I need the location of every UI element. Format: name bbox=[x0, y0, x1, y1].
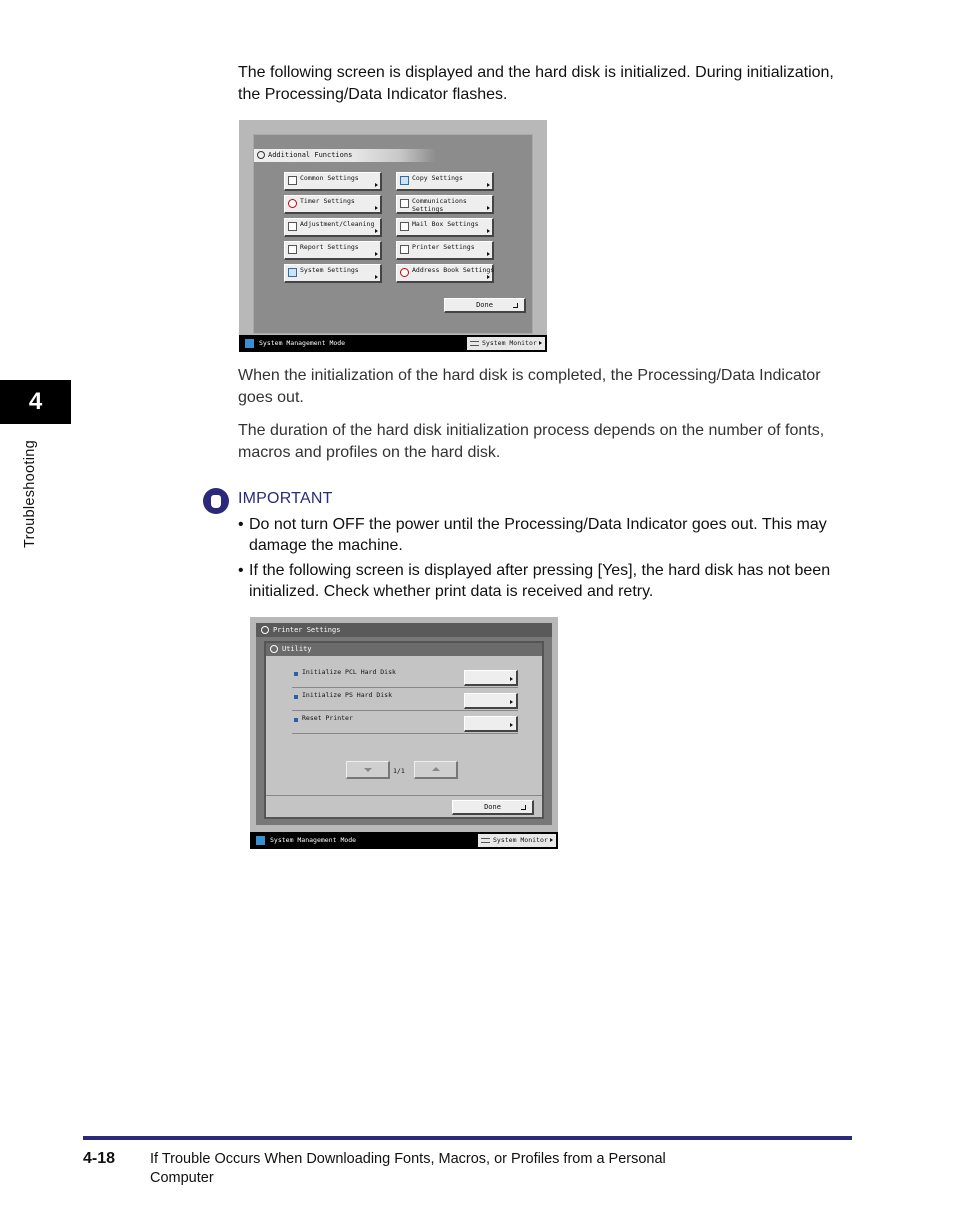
system-monitor-button[interactable]: System Monitor bbox=[478, 834, 556, 847]
page-indicator: 1/1 bbox=[393, 767, 405, 775]
bullet-icon bbox=[294, 695, 298, 699]
adjustment-cleaning-button[interactable]: Adjustment/Cleaning bbox=[284, 218, 382, 237]
list-item: Initialize PCL Hard Disk bbox=[292, 665, 518, 688]
document-icon bbox=[288, 176, 297, 185]
system-monitor-button[interactable]: System Monitor bbox=[467, 337, 545, 350]
copy-icon bbox=[400, 176, 409, 185]
utility-icon bbox=[270, 645, 278, 653]
done-button[interactable]: Done bbox=[444, 298, 526, 313]
footer-rule bbox=[83, 1136, 852, 1140]
printer-settings-icon bbox=[261, 626, 269, 634]
chevron-up-icon bbox=[432, 767, 440, 771]
screen-title-bar: Printer Settings bbox=[256, 623, 552, 637]
list-item: Reset Printer bbox=[292, 711, 518, 734]
chevron-down-icon bbox=[364, 768, 372, 772]
initialize-pcl-hard-disk-button[interactable] bbox=[464, 670, 518, 686]
bullet-icon bbox=[294, 718, 298, 722]
send-icon bbox=[400, 199, 409, 208]
report-settings-button[interactable]: Report Settings bbox=[284, 241, 382, 260]
chapter-label: Troubleshooting bbox=[22, 440, 38, 548]
important-title: IMPORTANT bbox=[238, 490, 333, 507]
page-up-button[interactable] bbox=[414, 761, 458, 779]
printer-icon bbox=[400, 245, 409, 254]
status-text: System Management Mode bbox=[259, 339, 346, 347]
timer-settings-button[interactable]: Timer Settings bbox=[284, 195, 382, 214]
duration-paragraph: The duration of the hard disk initialization process depends on the number of fonts, macros and profiles on the hard disk. bbox=[238, 422, 825, 461]
completion-paragraph: When the initialization of the hard disk is completed, the Processing/Data Indicator goes out. bbox=[238, 367, 821, 406]
reset-printer-button[interactable] bbox=[464, 716, 518, 732]
adjust-icon bbox=[288, 222, 297, 231]
common-settings-button[interactable]: Common Settings bbox=[284, 172, 382, 191]
copy-settings-button[interactable]: Copy Settings bbox=[396, 172, 494, 191]
screen-panel bbox=[253, 134, 533, 334]
important-bullet: • If the following screen is displayed after pressing [Yes], the hard disk has not been initialized. Check whether print data is received and retry. bbox=[238, 562, 831, 600]
important-hand-icon bbox=[203, 488, 229, 514]
clock-icon bbox=[288, 199, 297, 208]
monitor-icon bbox=[481, 838, 490, 843]
mail-box-settings-button[interactable]: Mail Box Settings bbox=[396, 218, 494, 237]
button-bar bbox=[266, 795, 542, 817]
status-bar bbox=[239, 335, 547, 352]
report-icon bbox=[288, 245, 297, 254]
monitor-icon bbox=[470, 341, 479, 346]
page-down-button[interactable] bbox=[346, 761, 390, 779]
footer-section-title: If Trouble Occurs When Downloading Fonts, Macros, or Profiles from a Personal Computer bbox=[150, 1151, 666, 1186]
system-settings-button[interactable]: System Settings bbox=[284, 264, 382, 283]
done-button[interactable]: Done bbox=[452, 800, 534, 815]
address-book-icon bbox=[400, 268, 409, 277]
chapter-tab: 4 bbox=[0, 380, 71, 424]
return-icon bbox=[521, 805, 526, 810]
screen-frame bbox=[256, 637, 552, 825]
page-number: 4-18 bbox=[83, 1150, 116, 1167]
bullet-icon bbox=[294, 672, 298, 676]
status-text: System Management Mode bbox=[270, 836, 357, 844]
return-icon bbox=[513, 303, 518, 308]
utility-subtitle-bar: Utility bbox=[266, 643, 542, 656]
initialize-ps-hard-disk-button[interactable] bbox=[464, 693, 518, 709]
address-book-settings-button[interactable]: Address Book Settings bbox=[396, 264, 494, 283]
utility-panel bbox=[264, 641, 544, 819]
printer-settings-button[interactable]: Printer Settings bbox=[396, 241, 494, 260]
status-bar bbox=[250, 832, 558, 849]
screen-title: Additional Functions bbox=[268, 151, 353, 159]
additional-functions-icon bbox=[257, 151, 265, 159]
important-bullet: • Do not turn OFF the power until the Processing/Data Indicator goes out. This may damage the machine. bbox=[238, 516, 827, 554]
intro-paragraph: The following screen is displayed and the hard disk is initialized. During initialization, the Processing/Data Indicator flashes. bbox=[238, 64, 834, 103]
screen-title-bar bbox=[254, 149, 436, 162]
system-mode-icon bbox=[245, 339, 254, 348]
list-item: Initialize PS Hard Disk bbox=[292, 688, 518, 711]
printer-settings-utility-screen bbox=[250, 617, 558, 849]
mailbox-icon bbox=[400, 222, 409, 231]
system-mode-icon bbox=[256, 836, 265, 845]
system-icon bbox=[288, 268, 297, 277]
additional-functions-screen bbox=[239, 120, 547, 352]
communications-settings-button[interactable]: Communications Settings bbox=[396, 195, 494, 214]
